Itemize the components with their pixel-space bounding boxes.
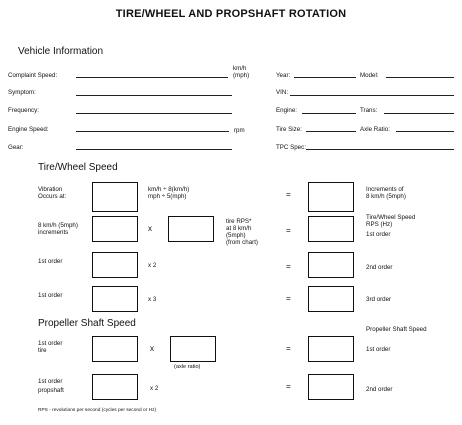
gear-label: Gear: — [8, 144, 24, 151]
vehicle-info-heading: Vehicle Information — [18, 46, 104, 57]
footnote: RPS - revolutions per second (cycles per second or Hz) — [38, 408, 157, 413]
tw-speed-label-line2: RPS (Hz) — [366, 221, 393, 228]
trans-field[interactable] — [384, 113, 454, 114]
page-title: TIRE/WHEEL AND PROPSHAFT ROTATION — [115, 8, 347, 20]
rpm-label: rpm — [234, 127, 245, 134]
second-order-label: 2nd order — [366, 264, 393, 271]
first-order-tire-label-line2: tire — [38, 347, 47, 354]
model-field[interactable] — [386, 77, 454, 78]
gear-field[interactable] — [76, 149, 232, 150]
times-three-label: x 3 — [148, 296, 157, 303]
vibration-label-line1: Vibration — [38, 186, 63, 193]
first-order-tire-label-line1: 1st order — [38, 340, 63, 347]
third-order-label: 3rd order — [366, 296, 392, 303]
tw-speed-label-line3: 1st order — [366, 231, 391, 238]
axle-ratio-field[interactable] — [396, 131, 454, 132]
equals-sign: = — [286, 190, 291, 199]
vin-field[interactable] — [290, 95, 454, 96]
tire-rps-label-line4: (from chart) — [226, 239, 258, 246]
first-order-tire-box[interactable] — [92, 336, 138, 362]
first-order-box[interactable] — [92, 286, 138, 312]
tpc-spec-field[interactable] — [306, 149, 454, 150]
tire-size-field[interactable] — [306, 131, 356, 132]
division-line2: mph ÷ 5(mph) — [148, 193, 187, 200]
propshaft-second-order-box[interactable] — [308, 374, 354, 400]
complaint-speed-label: Complaint Speed: — [8, 72, 58, 79]
equals-sign: = — [286, 262, 291, 271]
tire-wheel-heading: Tire/Wheel Speed — [38, 162, 118, 173]
axle-ratio-label: Axle Ratio: — [360, 126, 390, 133]
first-order-prop-label-line1: 1st order — [38, 378, 63, 385]
equals-sign: = — [286, 226, 291, 235]
frequency-field[interactable] — [76, 113, 232, 114]
first-order-box[interactable] — [92, 252, 138, 278]
engine-field[interactable] — [302, 113, 356, 114]
times-two-label: x 2 — [150, 385, 159, 392]
equals-sign: = — [286, 294, 291, 303]
tire-rps-label-line1: tire RPS* — [226, 218, 252, 225]
eight-kmh-label-line2: increments — [38, 229, 69, 236]
tire-wheel-speed-box[interactable] — [308, 216, 354, 242]
increments-count-box[interactable] — [92, 216, 138, 242]
unit-kmh-label: km/h — [233, 65, 247, 72]
propshaft-second-order-label: 2nd order — [366, 386, 393, 393]
vibration-label-line2: Occurs at: — [38, 193, 67, 200]
equals-sign: = — [286, 344, 291, 353]
tw-speed-label-line1: Tire/Wheel Speed — [366, 214, 416, 221]
vibration-speed-box[interactable] — [92, 182, 138, 212]
tpc-spec-label: TPC Spec: — [276, 144, 306, 151]
first-order-label: 1st order — [38, 258, 63, 265]
complaint-speed-field[interactable] — [76, 77, 228, 78]
propshaft-heading: Propeller Shaft Speed — [38, 318, 136, 329]
tire-size-label: Tire Size: — [276, 126, 302, 133]
frequency-label: Frequency: — [8, 107, 39, 114]
tire-rps-box[interactable] — [168, 216, 214, 242]
tire-rps-label-line2: at 8 km/h — [226, 225, 252, 232]
trans-label: Trans: — [360, 107, 378, 114]
multiply-sign: x — [148, 224, 152, 233]
times-two-label: x 2 — [148, 262, 157, 269]
first-order-label: 1st order — [38, 292, 63, 299]
first-order-prop-box[interactable] — [92, 374, 138, 400]
axle-ratio-box[interactable] — [170, 336, 216, 362]
second-order-box[interactable] — [308, 252, 354, 278]
increments-label-line2: 8 km/h (5mph) — [366, 193, 406, 200]
symptom-label: Symptom: — [8, 89, 36, 96]
unit-mph-label: (mph) — [233, 72, 250, 79]
eight-kmh-label-line1: 8 km/h (5mph) — [38, 222, 78, 229]
propshaft-first-order-box[interactable] — [308, 336, 354, 362]
year-field[interactable] — [294, 77, 356, 78]
increments-box[interactable] — [308, 182, 354, 212]
increments-label-line1: Increments of — [366, 186, 404, 193]
division-line1: km/h ÷ 8(km/h) — [148, 186, 190, 193]
model-label: Model: — [360, 72, 379, 79]
engine-label: Engine: — [276, 107, 297, 114]
multiply-sign: x — [150, 344, 154, 353]
propshaft-first-order-label: 1st order — [366, 346, 391, 353]
axle-ratio-note: (axle ratio) — [174, 364, 201, 370]
engine-speed-label: Engine Speed: — [8, 126, 49, 133]
first-order-prop-label-line2: propshaft — [38, 387, 64, 394]
engine-speed-field[interactable] — [76, 131, 229, 132]
equals-sign: = — [286, 382, 291, 391]
third-order-box[interactable] — [308, 286, 354, 312]
vin-label: VIN: — [276, 89, 289, 96]
propshaft-right-heading: Propeller Shaft Speed — [366, 326, 427, 333]
symptom-field[interactable] — [76, 95, 232, 96]
tire-rps-label-line3: (5mph) — [226, 232, 246, 239]
year-label: Year: — [276, 72, 291, 79]
